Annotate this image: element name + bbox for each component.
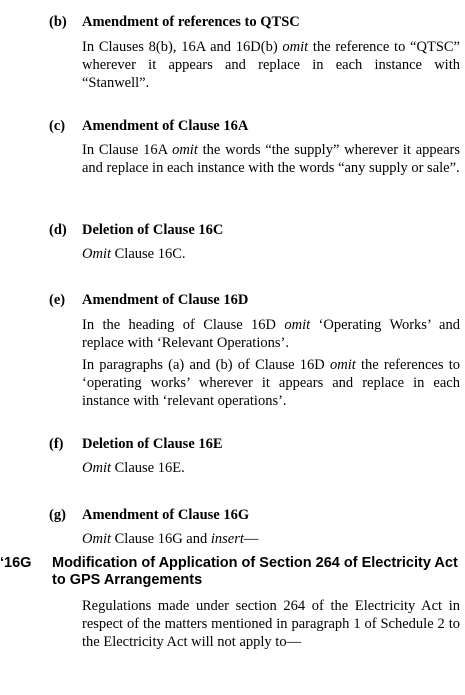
section-g-paragraph: Omit Clause 16G and insert— bbox=[82, 531, 259, 547]
clause-number: ‘16G bbox=[0, 555, 32, 571]
section-title: Amendment of references to QTSC bbox=[82, 14, 300, 30]
clause-body: Regulations made under section 264 of the Electricity Act in respect of the matters mentioned in paragraph 1 of Schedule 2 to the Electricity Act will not apply to— bbox=[82, 598, 460, 650]
section-title: Deletion of Clause 16C bbox=[82, 222, 224, 238]
section-f-paragraph: Omit Clause 16E. bbox=[82, 460, 185, 476]
section-title: Amendment of Clause 16G bbox=[82, 507, 250, 523]
clause-title: Modification of Application of Section 264 of Electricity Act to GPS Arrangements bbox=[52, 555, 458, 588]
section-label: (e) bbox=[49, 292, 66, 308]
section-label: (f) bbox=[49, 436, 64, 452]
section-title: Amendment of Clause 16D bbox=[82, 292, 249, 308]
section-label: (c) bbox=[49, 118, 66, 134]
section-label: (b) bbox=[49, 14, 67, 30]
section-d-paragraph: Omit Clause 16C. bbox=[82, 246, 186, 262]
section-title: Deletion of Clause 16E bbox=[82, 436, 223, 452]
section-title: Amendment of Clause 16A bbox=[82, 118, 249, 134]
section-b-paragraph: In Clauses 8(b), 16A and 16D(b) omit the reference to “QTSC” wherever it appears and replace in each instance with “Stanwell”. bbox=[82, 39, 460, 91]
section-label: (d) bbox=[49, 222, 67, 238]
section-e-paragraph-1: In the heading of Clause 16D omit ‘Operating Works’ and replace with ‘Relevant Operations’. bbox=[82, 317, 460, 351]
section-e-paragraph-2: In paragraphs (a) and (b) of Clause 16D omit the references to ‘operating works’ wherever it appears and replace in each instance with ‘relevant operations’. bbox=[82, 357, 460, 409]
section-label: (g) bbox=[49, 507, 66, 523]
section-c-paragraph: In Clause 16A omit the words “the supply” wherever it appears and replace in each instance with the words “any supply or sale”. bbox=[82, 142, 460, 176]
